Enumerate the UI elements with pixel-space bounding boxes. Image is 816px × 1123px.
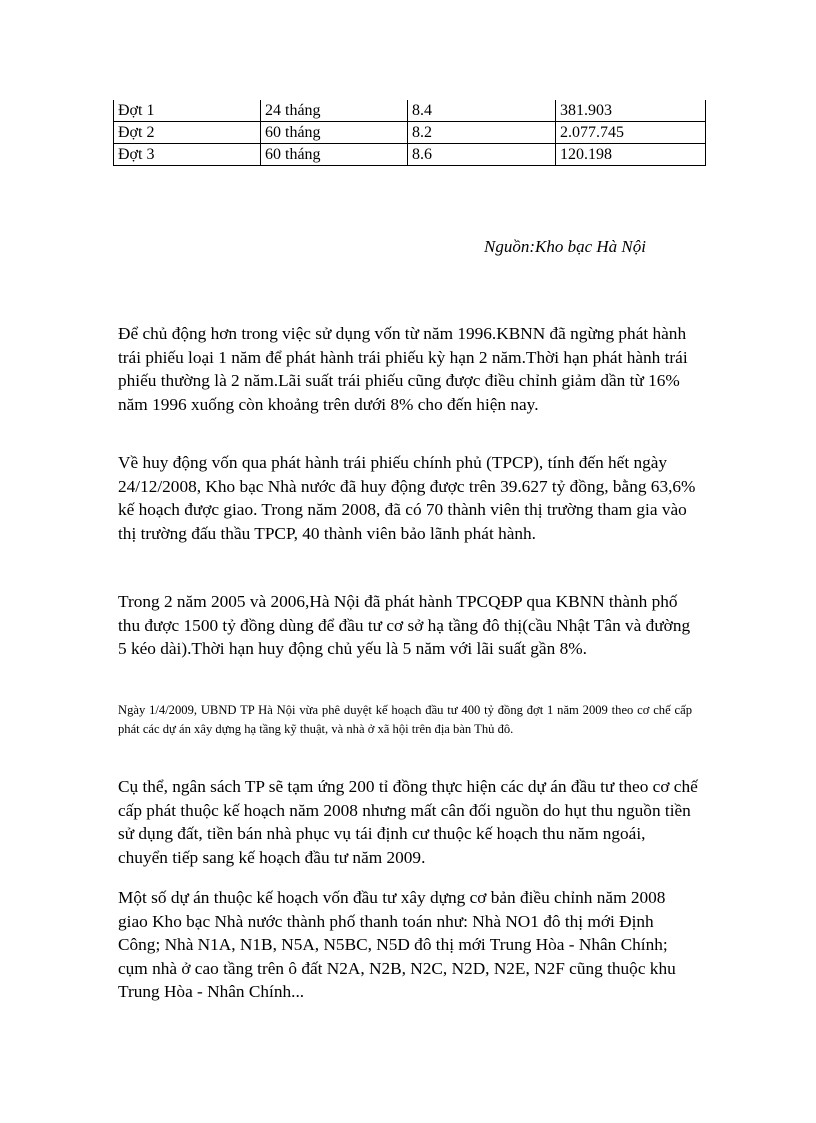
paragraph-hanoi-bonds: Trong 2 năm 2005 và 2006,Hà Nội đã phát hành TPCQĐP qua KBNN thành phố thu được 1500 tỷ đồng dùng để đầu tư cơ sở hạ tầng đô thị(cầu Nhật Tân và đường 5 kéo dài).Thời hạn huy động chủ yếu là 5 năm với lãi suất gần 8%. [118,592,691,658]
table-cell: 24 tháng [261,100,408,122]
paragraph-investment-plan: Ngày 1/4/2009, UBND TP Hà Nội vừa phê duyệt kế hoạch đầu tư 400 tỷ đồng đợt 1 năm 2009 theo cơ chế cấp phát các dự án xây dựng hạ tầng kỹ thuật, và nhà ở xã hội trên địa bàn Thủ đô. [118,703,692,736]
table-cell: 381.903 [556,100,706,122]
paragraph-budget-advance: Cụ thể, ngân sách TP sẽ tạm ứng 200 tỉ đồng thực hiện các dự án đầu tư theo cơ chế cấp phát thuộc kế hoạch năm 2008 nhưng mất cân đối nguồn do hụt thu nguồn tiền sử dụng đất, tiền bán nhà phục vụ tái định cư thuộc kế hoạch thu năm ngoái, chuyển tiếp sang kế hoạch đầu tư năm 2009. [118,777,698,867]
table-cell: Đợt 3 [114,144,261,166]
paragraph-government-bonds: Về huy động vốn qua phát hành trái phiếu chính phủ (TPCP), tính đến hết ngày 24/12/2008, Kho bạc Nhà nước đã huy động được trên 39.627 tỷ đồng, bằng 63,6% kế hoạch được giao. Trong năm 2008, đã có 70 thành viên thị trường tham gia vào thị trường đấu thầu TPCP, 40 thành viên bảo lãnh phát hành. [118,453,696,543]
table-cell: 60 tháng [261,144,408,166]
table-row [114,122,706,144]
paragraph-bond-term: Để chủ động hơn trong việc sử dụng vốn từ năm 1996.KBNN đã ngừng phát hành trái phiếu loại 1 năm để phát hành trái phiếu kỳ hạn 2 năm.Thời hạn phát hành trái phiếu thường là 2 năm.Lãi suất trái phiếu cũng được điều chỉnh giảm dần từ 16% năm 1996 xuống còn khoảng trên dưới 8% cho đến hiện nay. [118,324,688,414]
table-cell: Đợt 1 [114,100,261,122]
table-cell: 120.198 [556,144,706,166]
table-cell: Đợt 2 [114,122,261,144]
table-cell: 8.4 [408,100,556,122]
paragraph-project-list: Một số dự án thuộc kế hoạch vốn đầu tư xây dựng cơ bản điều chỉnh năm 2008 giao Kho bạc Nhà nước thành phố thanh toán như: Nhà NO1 đô thị mới Định Công; Nhà N1A, N1B, N5A, N5BC, N5D đô thị mới Trung Hòa - Nhân Chính; cụm nhà ở cao tầng trên ô đất N2A, N2B, N2C, N2D, N2E, N2F cũng thuộc khu Trung Hòa - Nhân Chính... [118,888,676,1001]
source-note: Nguồn:Kho bạc Hà Nội [484,237,646,256]
table-cell: 8.2 [408,122,556,144]
table-cell: 60 tháng [261,122,408,144]
table-cell: 8.6 [408,144,556,166]
table-cell: 2.077.745 [556,122,706,144]
table-row [114,100,706,122]
table-row [114,144,706,166]
bond-issuance-table [113,100,706,166]
